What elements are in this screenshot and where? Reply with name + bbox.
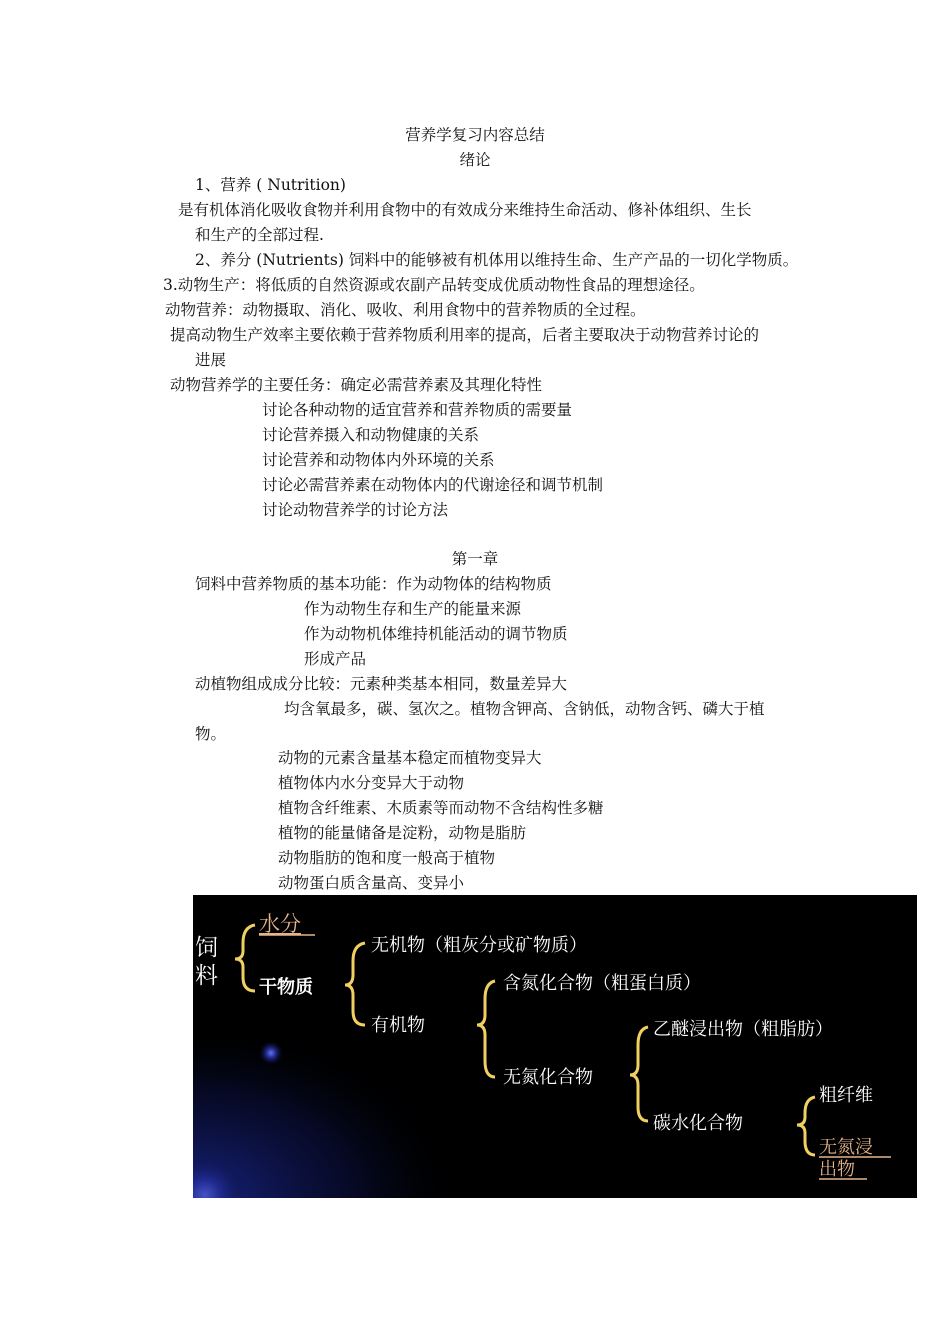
- root-label-line1: 饲: [195, 935, 218, 961]
- paragraph-line: 动物营养：动物摄取、消化、吸收、利用食物中的营养物质的全过程。: [165, 301, 646, 319]
- comparison-item: 植物的能量储备是淀粉，动物是脂肪: [278, 824, 527, 842]
- feed-composition-svg: [193, 895, 917, 1198]
- paragraph-line: 物。: [195, 725, 227, 743]
- task-item: 讨论必需营养素在动物体内的代谢途径和调节机制: [262, 476, 604, 494]
- document-title: 营养学复习内容总结: [405, 126, 545, 144]
- task-item: 讨论营养摄入和动物健康的关系: [262, 426, 480, 444]
- paragraph-line: 动物营养学的主要任务：确定必需营养素及其理化特性: [170, 376, 543, 394]
- comparison-item: 动物脂肪的饱和度一般高于植物: [278, 849, 496, 867]
- paragraph-line: 是有机体消化吸收食物并利用食物中的有效成分来维持生命活动、修补体组织、生长: [178, 201, 752, 219]
- organic-label: 有机物: [371, 1015, 425, 1036]
- function-item: 形成产品: [304, 650, 367, 668]
- task-item: 讨论各种动物的适宜营养和营养物质的需要量: [262, 401, 573, 419]
- comparison-item: 动物蛋白质含量高、变异小: [278, 874, 465, 892]
- task-item: 讨论营养和动物体内外环境的关系: [262, 451, 495, 469]
- ether-extract-label: 乙醚浸出物（粗脂肪）: [653, 1019, 833, 1040]
- nfe-label-line2: 出物: [819, 1159, 855, 1180]
- paragraph-line: 动植物组成成分比较：元素种类基本相同，数量差异大: [195, 675, 568, 693]
- dry-matter-label: 干物质: [259, 977, 313, 998]
- inorganic-label: 无机物（粗灰分或矿物质）: [371, 935, 587, 956]
- intro-heading: 绪论: [459, 151, 491, 169]
- non-nitrogenous-label: 无氮化合物: [503, 1067, 593, 1088]
- task-item: 讨论动物营养学的讨论方法: [262, 501, 449, 519]
- root-label-line2: 料: [195, 963, 218, 989]
- paragraph-line: 进展: [195, 351, 227, 369]
- paragraph-line: 均含氧最多，碳、氢次之。植物含钾高、含钠低，动物含钙、磷大于植: [284, 700, 765, 718]
- function-item: 作为动物生存和生产的能量来源: [304, 600, 522, 618]
- paragraph-line: 饲料中营养物质的基本功能：作为动物体的结构物质: [195, 575, 552, 593]
- paragraph-line: 3.动物生产：将低质的自然资源或农副产品转变成优质动物性食品的理想途径。: [163, 276, 705, 294]
- nitrogenous-label: 含氮化合物（粗蛋白质）: [503, 973, 701, 994]
- nfe-label-line1: 无氮浸: [819, 1137, 873, 1158]
- water-label: 水分: [259, 912, 301, 936]
- background-glow: [193, 975, 533, 1198]
- paragraph-line: 提高动物生产效率主要依赖于营养物质利用率的提高，后者主要取决于动物营养讨论的: [170, 326, 760, 344]
- feed-composition-diagram: [193, 895, 917, 1198]
- comparison-item: 植物含纤维素、木质素等而动物不含结构性多糖: [278, 799, 604, 817]
- crude-fiber-label: 粗纤维: [819, 1085, 873, 1106]
- comparison-item: 动物的元素含量基本稳定而植物变异大: [278, 749, 542, 767]
- paragraph-line: 和生产的全部过程.: [195, 226, 324, 244]
- paragraph-line: 2、养分 (Nutrients) 饲料中的能够被有机体用以维持生命、生产产品的一切化学物质。: [195, 251, 799, 269]
- decorative-orb: [259, 1041, 283, 1065]
- chapter-heading: 第一章: [451, 550, 499, 568]
- comparison-item: 植物体内水分变异大于动物: [278, 774, 465, 792]
- paragraph-line: 1、营养 ( Nutrition): [195, 176, 346, 194]
- carbohydrate-label: 碳水化合物: [653, 1113, 743, 1134]
- function-item: 作为动物机体维持机能活动的调节物质: [304, 625, 568, 643]
